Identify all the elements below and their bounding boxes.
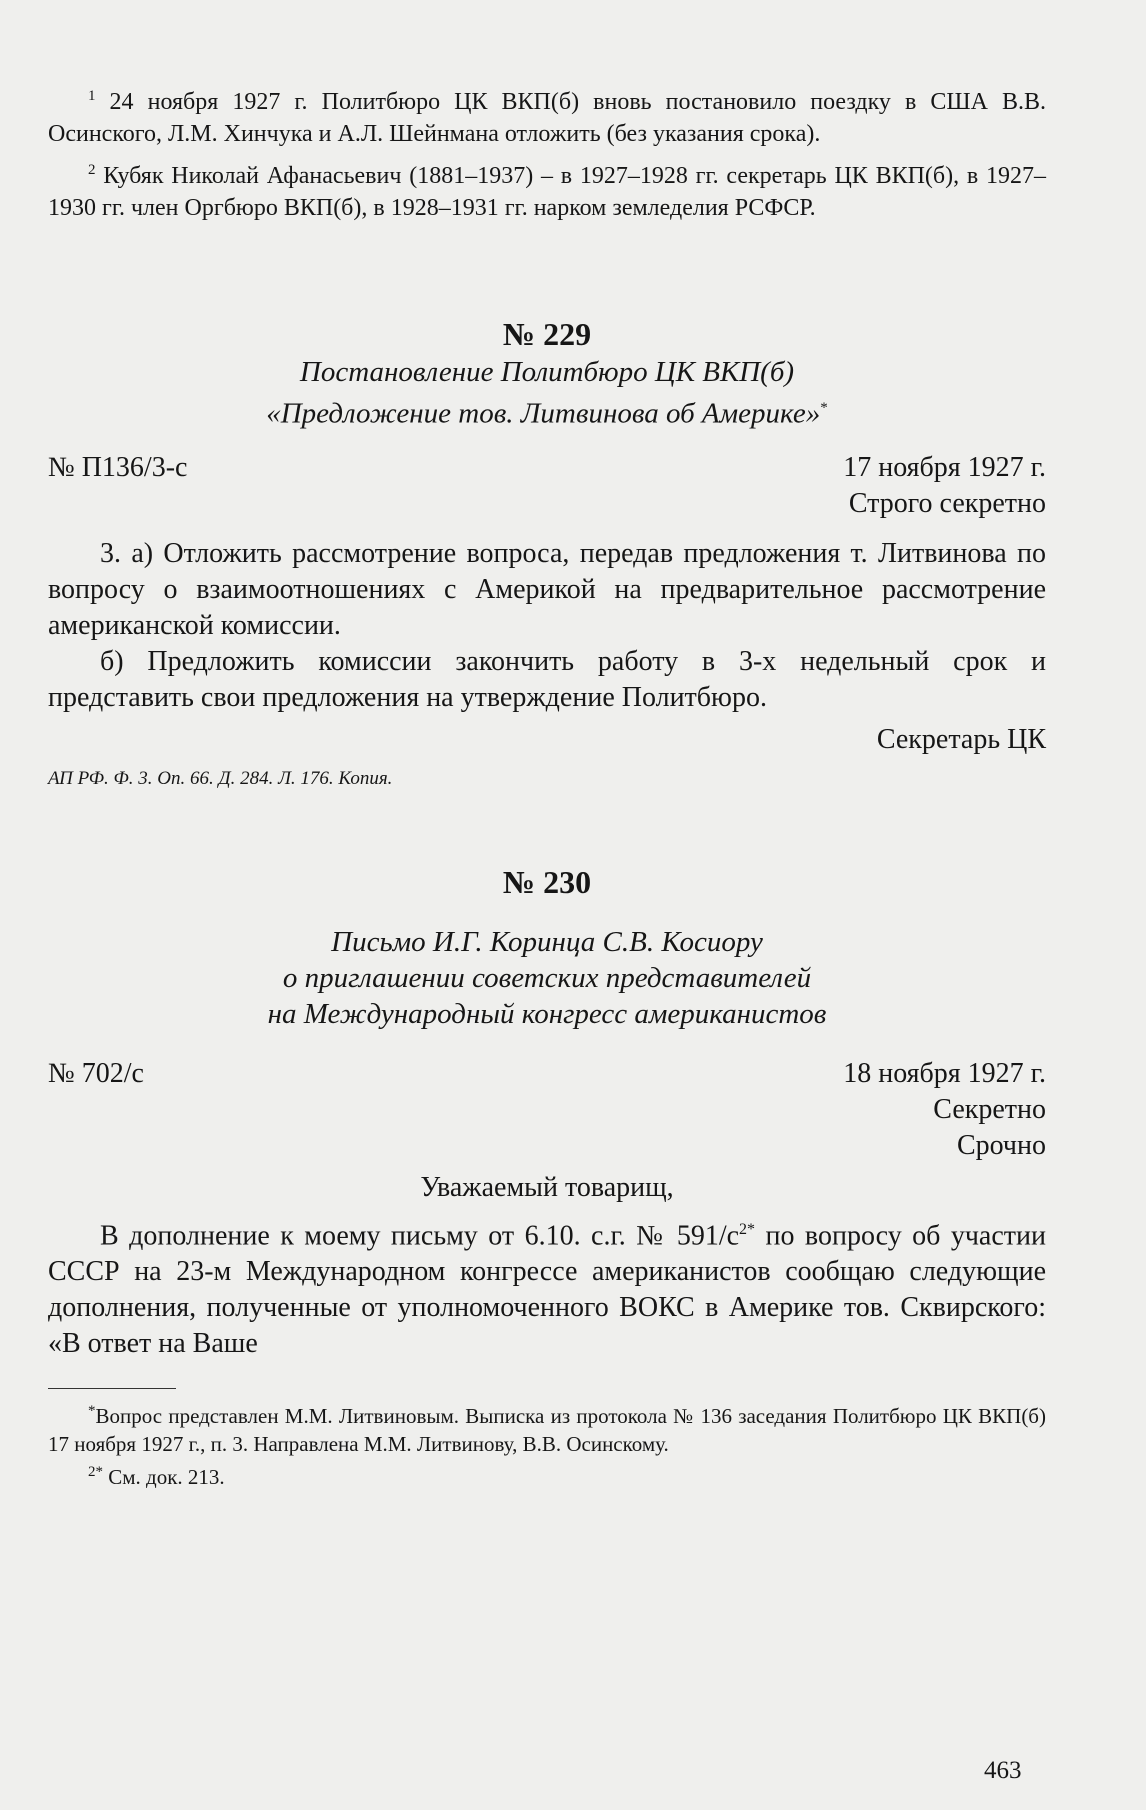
doc-229-signature: Секретарь ЦК <box>876 723 1046 755</box>
page-number: 463 <box>984 1757 1022 1784</box>
doc-229-para-b: б) Предложить комиссии закончить работу в 3-х недельный срок и представить свои предложения на утверждение Политбюро. <box>48 645 1046 713</box>
doc-230-header-row <box>48 1056 1046 1092</box>
doc-230-title-line2: о приглашении советских представителей <box>282 961 812 994</box>
doc-229-date: 17 ноября 1927 г. <box>843 451 1046 483</box>
doc-230-reg-no: № 702/с <box>48 1057 144 1089</box>
doc-229-title-line1: Постановление Политбюро ЦК ВКП(б) <box>299 356 795 388</box>
doc-229-number: № 229 <box>502 316 592 352</box>
doc-230-classification-secret: Секретно <box>933 1093 1046 1125</box>
footnote-star: *Вопрос представлен М.М. Литвиновым. Выписка из протокола № 136 заседания Политбюро ЦК ВКП(б) 17 ноября 1927 г., п. 3. Направлена М.М. Литвинову, В.В. Осинскому. <box>48 1402 1046 1456</box>
doc-229-reg-no: № П136/3-с <box>48 451 188 483</box>
footnote-carryover-2: $^2$ Кубяк Николай Афанасьевич (1881–1937) – в 1927–1928 гг. секретарь ЦК ВКП(б), в 1927–1930 гг. член Оргбюро ВКП(б), в 1928–1931 гг. нарком земледелия РСФСР. <box>48 162 1046 221</box>
doc-230-title-line3: на Международный конгресс американистов <box>267 997 827 1030</box>
doc-229-archive-ref: АП РФ. Ф. 3. Оп. 66. Д. 284. Л. 176. Копия. <box>48 767 393 789</box>
doc-230-title-line1: Письмо И.Г. Коринца С.В. Косиору <box>331 925 763 958</box>
doc-229-title-line2: «Предложение тов. Литвинова об Америке»* <box>266 397 828 430</box>
doc-230-date: 18 ноября 1927 г. <box>843 1057 1046 1089</box>
doc-230-classification-urgent: Срочно <box>956 1129 1046 1161</box>
doc-229-classification: Строго секретно <box>848 487 1046 519</box>
doc-230-body: В дополнение к моему письму от 6.10. с.г. № $591/с^{2*}$ по вопросу об участии СССР на 23-м Международном конгрессе американистов сообщаю следующие дополнения, полученные от уполномоченного ВОКС в Америке тов. Сквирского: «В ответ на Ваше <box>48 1219 1046 1359</box>
footnote-carryover-1: $^1$ 24 ноября 1927 г. Политбюро ЦК ВКП(б) вновь постановило поездку в США В.В. Осинского, Л.М. Хинчука и А.Л. Шейнмана отложить (без указания срока). <box>48 88 1046 147</box>
doc-229-header-row <box>48 450 1046 486</box>
doc-230-salutation: Уважаемый товарищ, <box>420 1171 674 1203</box>
doc-230-number: № 230 <box>502 863 592 900</box>
doc-229-para-a: 3. а) Отложить рассмотрение вопроса, передав предложения т. Литвинова по вопросу о взаимоотношениях с Америкой на предварительное рассмотрение американской комиссии. <box>48 537 1046 641</box>
page-body <box>48 80 1046 1491</box>
footnote-2-star: $^{2*}$ См. док. 213. <box>88 1463 225 1489</box>
